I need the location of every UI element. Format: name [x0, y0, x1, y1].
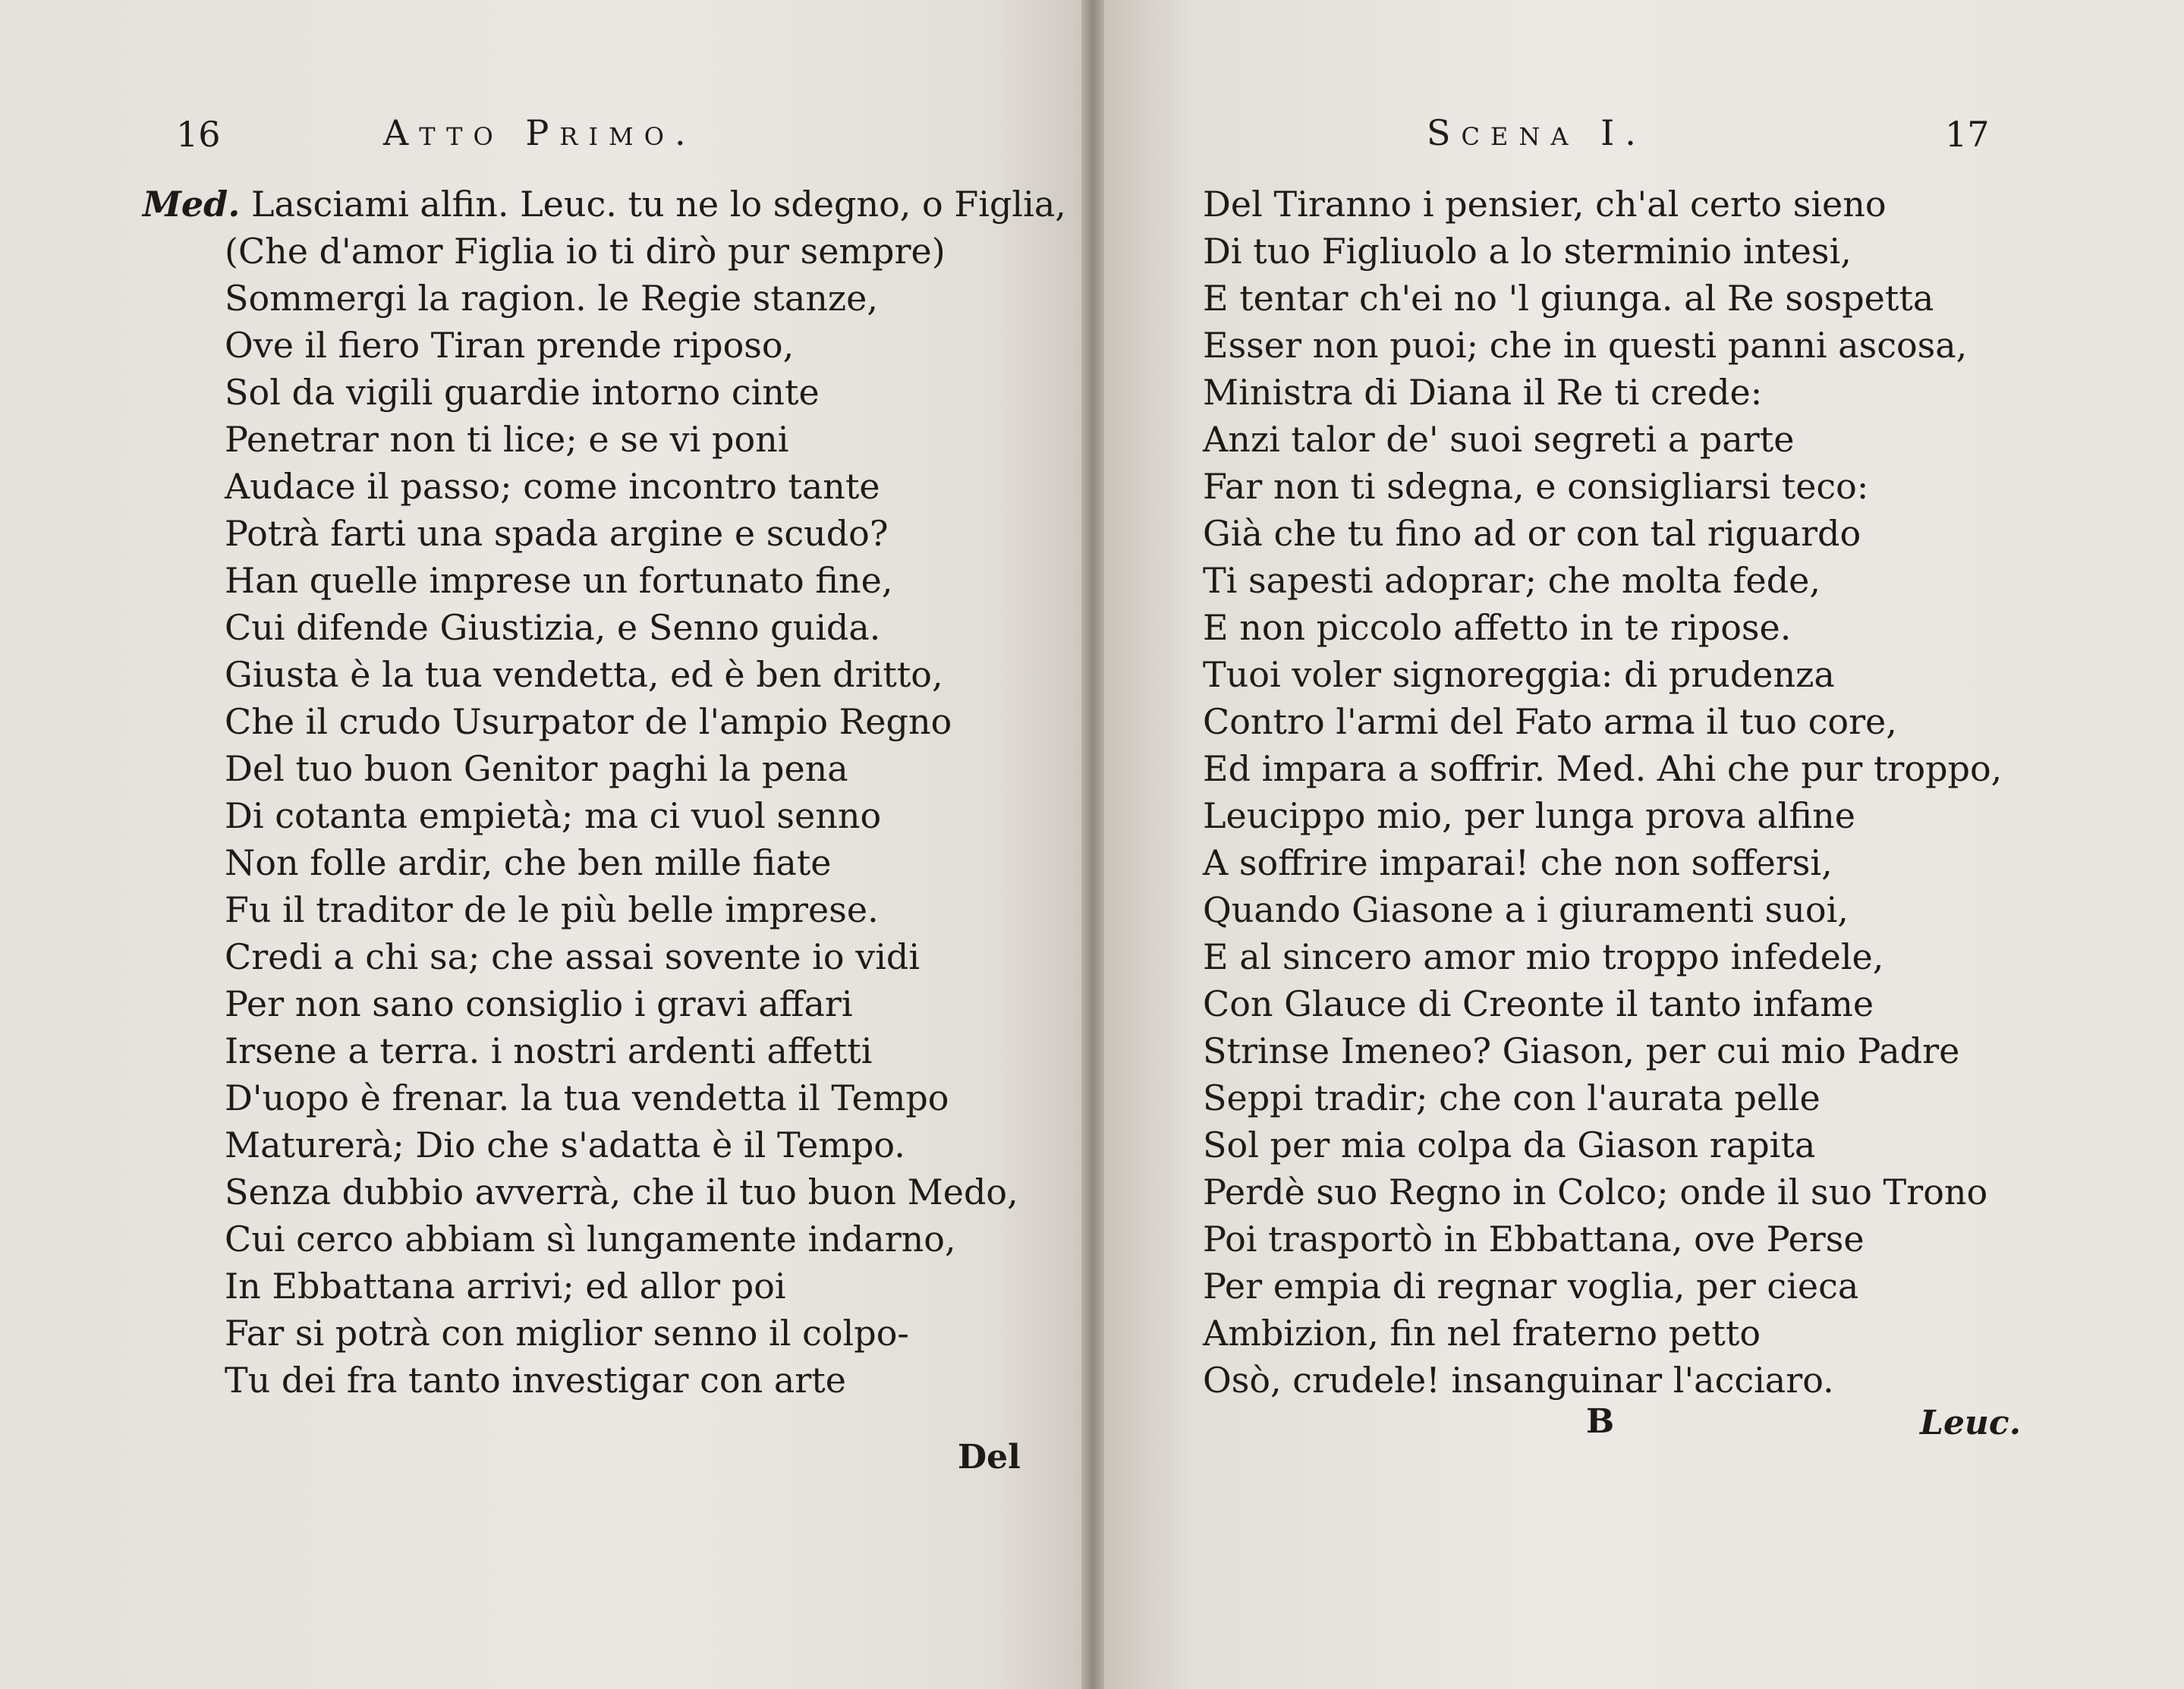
- verse-line: [143, 1121, 1066, 1168]
- verse-text: Contro l'armi del Fato arma il tuo core,: [1203, 701, 1897, 742]
- right-verse-lines: [1203, 181, 2002, 1404]
- verse-text: Far non ti sdegna, e consigliarsi teco:: [1203, 466, 1869, 507]
- verse-line: [143, 510, 1066, 557]
- verse-line: [1203, 557, 2002, 604]
- verse-line: [143, 980, 1066, 1027]
- verse-line: [1203, 510, 2002, 557]
- verse-line: [1203, 745, 2002, 792]
- verse-line: [143, 745, 1066, 792]
- verse-text: Poi trasportò in Ebbattana, ove Perse: [1203, 1219, 1865, 1260]
- left-page-number: 16: [176, 114, 221, 155]
- verse-line: [1203, 604, 2002, 651]
- verse-line: [143, 1168, 1066, 1216]
- verse-line: [1203, 933, 2002, 980]
- verse-text: Del Tiranno i pensier, ch'al certo sieno: [1203, 184, 1887, 225]
- right-page-number: 17: [1945, 114, 1990, 155]
- right-running-head: Scena I.: [1427, 112, 1647, 153]
- verse-text: D'uopo è frenar. la tua vendetta il Tempo: [225, 1077, 949, 1118]
- verse-line: [143, 416, 1066, 463]
- verse-line: [143, 1310, 1066, 1357]
- verse-line: [143, 604, 1066, 651]
- verse-text: Con Glauce di Creonte il tanto infame: [1203, 983, 1874, 1024]
- verse-line: [1203, 1027, 2002, 1074]
- verse-text: Credi a chi sa; che assai sovente io vidi: [225, 936, 920, 977]
- verse-line: [143, 1027, 1066, 1074]
- verse-line: [143, 463, 1066, 510]
- verse-text: Non folle ardir, che ben mille fiate: [225, 842, 832, 883]
- verse-line: [1203, 839, 2002, 886]
- verse-line: [143, 1357, 1066, 1404]
- verse-text: Seppi tradir; che con l'aurata pelle: [1203, 1077, 1821, 1118]
- verse-text: Strinse Imeneo? Giason, per cui mio Padre: [1203, 1030, 1960, 1071]
- verse-text: Per empia di regnar voglia, per cieca: [1203, 1266, 1859, 1307]
- verse-text: Osò, crudele! insanguinar l'acciaro.: [1203, 1360, 1834, 1401]
- verse-text: Leucippo mio, per lunga prova alfine: [1203, 795, 1855, 836]
- verse-line: [1203, 322, 2002, 369]
- verse-text: In Ebbattana arrivi; ed allor poi: [225, 1266, 786, 1307]
- verse-line: [1203, 1357, 2002, 1404]
- verse-line: [1203, 1310, 2002, 1357]
- verse-text: Sol per mia colpa da Giason rapita: [1203, 1124, 1816, 1165]
- verse-text: Esser non puoi; che in questi panni ascosa,: [1203, 325, 1968, 366]
- verse-text: E non piccolo affetto in te ripose.: [1203, 607, 1792, 648]
- verse-line: [143, 1263, 1066, 1310]
- verse-text: Ambizion, fin nel fraterno petto: [1203, 1313, 1761, 1354]
- verse-line: [1203, 792, 2002, 839]
- verse-text: Cui difende Giustizia, e Senno guida.: [225, 607, 881, 648]
- verse-text: Anzi talor de' suoi segreti a parte: [1203, 419, 1795, 460]
- verse-line: [143, 933, 1066, 980]
- verse-text: Audace il passo; come incontro tante: [225, 466, 880, 507]
- left-running-head: Atto Primo.: [383, 112, 697, 153]
- left-catchword: Del: [958, 1438, 1021, 1477]
- verse-line: [143, 698, 1066, 745]
- verse-text: Han quelle imprese un fortunato fine,: [225, 560, 893, 601]
- verse-line: [1203, 1263, 2002, 1310]
- left-verse-lines: [143, 181, 1066, 1404]
- verse-line: [1203, 1074, 2002, 1121]
- verse-text: Senza dubbio avverrà, che il tuo buon Medo,: [225, 1172, 1018, 1212]
- verse-line: [143, 839, 1066, 886]
- verse-text: Tuoi voler signoreggia: di prudenza: [1203, 654, 1835, 695]
- verse-text: Quando Giasone a i giuramenti suoi,: [1203, 889, 1849, 930]
- verse-text: Del tuo buon Genitor paghi la pena: [225, 748, 848, 789]
- verse-text: Cui cerco abbiam sì lungamente indarno,: [225, 1219, 956, 1260]
- verse-line: [1203, 1121, 2002, 1168]
- verse-text: A soffrire imparai! che non soffersi,: [1203, 842, 1833, 883]
- verse-text: Per non sano consiglio i gravi affari: [225, 983, 853, 1024]
- verse-line: [1203, 1216, 2002, 1263]
- verse-text: Perdè suo Regno in Colco; onde il suo Trono: [1203, 1172, 1988, 1212]
- verse-line: [1203, 181, 2002, 228]
- verse-text: Tu dei fra tanto investigar con arte: [225, 1360, 846, 1401]
- verse-line: [1203, 369, 2002, 416]
- verse-text: Irsene a terra. i nostri ardenti affetti: [225, 1030, 873, 1071]
- verse-text: Potrà farti una spada argine e scudo?: [225, 513, 889, 554]
- left-page: [0, 0, 1081, 1689]
- verse-line: [1203, 698, 2002, 745]
- verse-line: [143, 322, 1066, 369]
- verse-text: E tentar ch'ei no 'l giunga. al Re sospetta: [1203, 278, 1934, 319]
- verse-text: Di cotanta empietà; ma ci vuol senno: [225, 795, 882, 836]
- verse-text: Fu il traditor de le più belle imprese.: [225, 889, 879, 930]
- verse-line: [143, 228, 1066, 275]
- verse-text: Ove il fiero Tiran prende riposo,: [225, 325, 795, 366]
- verse-line: [143, 557, 1066, 604]
- verse-line: [143, 1216, 1066, 1263]
- verse-text: Maturerà; Dio che s'adatta è il Tempo.: [225, 1124, 905, 1165]
- verse-text: Ti sapesti adoprar; che molta fede,: [1203, 560, 1821, 601]
- verse-text: Sommergi la ragion. le Regie stanze,: [225, 278, 878, 319]
- verse-text: Penetrar non ti lice; e se vi poni: [225, 419, 789, 460]
- verse-line: [1203, 1168, 2002, 1216]
- signature-mark: B: [1586, 1402, 1615, 1441]
- verse-line: [143, 275, 1066, 322]
- verse-text: Che il crudo Usurpator de l'ampio Regno: [225, 701, 952, 742]
- right-catchword: Leuc.: [1920, 1404, 2022, 1442]
- verse-line: [1203, 275, 2002, 322]
- verse-text: Ed impara a soffrir. Med. Ahi che pur troppo,: [1203, 748, 2003, 789]
- verse-line: [1203, 463, 2002, 510]
- verse-line: [1203, 416, 2002, 463]
- verse-text: Giusta è la tua vendetta, ed è ben dritto,: [225, 654, 943, 695]
- verse-text: Far si potrà con miglior senno il colpo-: [225, 1313, 909, 1354]
- verse-text: Già che tu fino ad or con tal riguardo: [1203, 513, 1861, 554]
- verse-text: Di tuo Figliuolo a lo sterminio intesi,: [1203, 231, 1852, 272]
- verse-line: [1203, 228, 2002, 275]
- book-gutter: [1081, 0, 1104, 1689]
- verse-text: Lasciami alfin. Leuc. tu ne lo sdegno, o Figlia,: [251, 184, 1066, 225]
- verse-line: [1203, 651, 2002, 698]
- verse-text: E al sincero amor mio troppo infedele,: [1203, 936, 1884, 977]
- right-page: [1104, 0, 2184, 1689]
- verse-line: [143, 886, 1066, 933]
- verse-text: Sol da vigili guardie intorno cinte: [225, 372, 820, 413]
- verse-line: [1203, 886, 2002, 933]
- verse-line: [143, 369, 1066, 416]
- verse-text: Ministra di Diana il Re ti crede:: [1203, 372, 1763, 413]
- verse-line: [143, 651, 1066, 698]
- verse-line: [143, 181, 1066, 228]
- verse-line: [143, 792, 1066, 839]
- verse-text: (Che d'amor Figlia io ti dirò pur sempre): [225, 231, 946, 272]
- speaker-label: Med.: [143, 184, 241, 225]
- verse-line: [143, 1074, 1066, 1121]
- verse-line: [1203, 980, 2002, 1027]
